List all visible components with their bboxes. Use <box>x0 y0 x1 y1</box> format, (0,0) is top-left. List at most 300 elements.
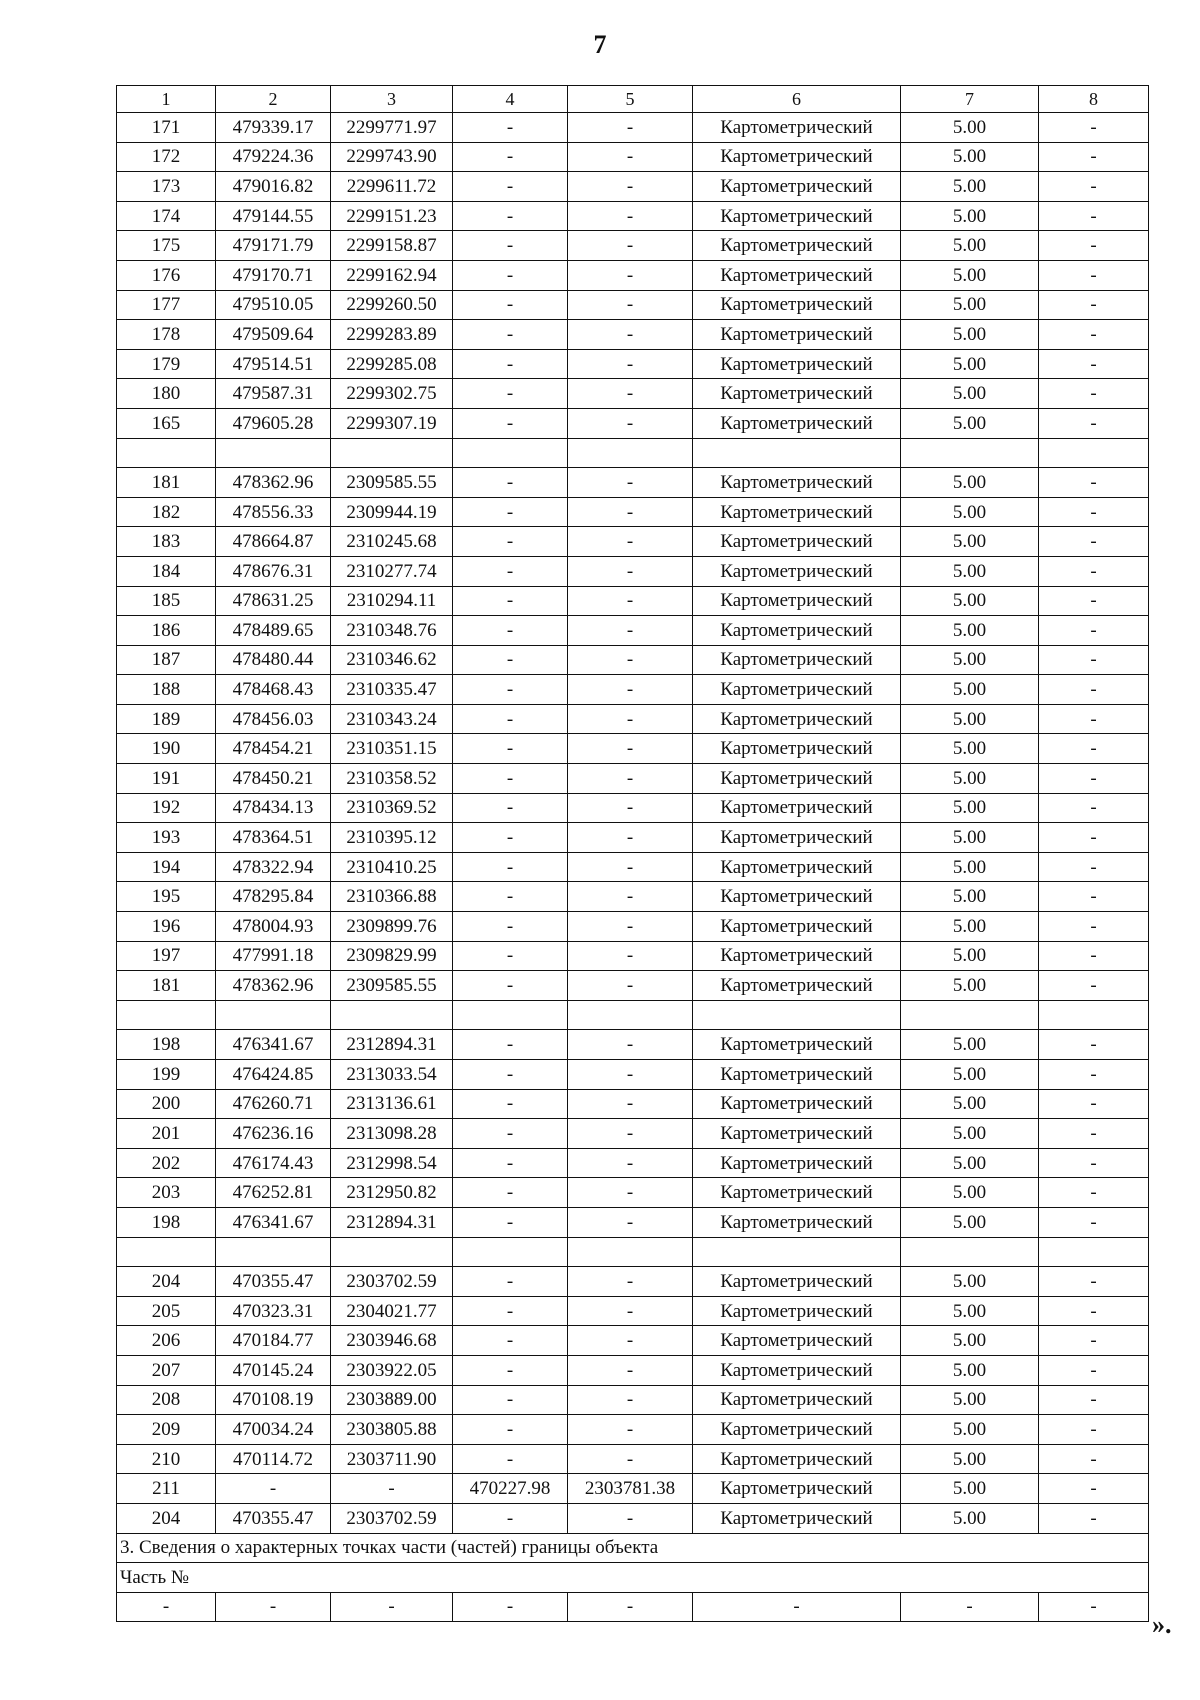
table-cell: - <box>568 231 693 261</box>
table-cell: 2310410.25 <box>331 852 453 882</box>
table-cell: Картометрический <box>693 1178 901 1208</box>
table-cell: Картометрический <box>693 201 901 231</box>
table-cell: - <box>1039 645 1149 675</box>
table-cell <box>568 1237 693 1267</box>
table-cell: Картометрический <box>693 882 901 912</box>
table-cell: 186 <box>117 616 216 646</box>
table-cell: 470184.77 <box>216 1326 331 1356</box>
table-row <box>117 201 1149 231</box>
table-row <box>117 1237 1149 1267</box>
table-cell: 2313136.61 <box>331 1089 453 1119</box>
table-cell <box>453 1000 568 1030</box>
table-cell: 174 <box>117 201 216 231</box>
table-cell: - <box>568 1178 693 1208</box>
table-cell: - <box>1039 616 1149 646</box>
table-cell: - <box>117 1592 216 1622</box>
table-cell: 196 <box>117 912 216 942</box>
table-cell: - <box>568 349 693 379</box>
table-cell: - <box>1039 764 1149 794</box>
table-cell: 2299302.75 <box>331 379 453 409</box>
table-cell: 180 <box>117 379 216 409</box>
table-cell: 204 <box>117 1267 216 1297</box>
table-cell: 2310335.47 <box>331 675 453 705</box>
table-cell: 199 <box>117 1060 216 1090</box>
table-cell: - <box>453 793 568 823</box>
table-cell: Картометрический <box>693 1474 901 1504</box>
table-row <box>117 320 1149 350</box>
table-cell: 5.00 <box>901 1207 1039 1237</box>
table-cell: - <box>453 764 568 794</box>
table-cell <box>693 438 901 468</box>
table-cell: - <box>693 1592 901 1622</box>
table-cell: - <box>1039 201 1149 231</box>
table-cell: 5.00 <box>901 497 1039 527</box>
table-cell: - <box>453 1119 568 1149</box>
table-cell: - <box>453 1296 568 1326</box>
table-row <box>117 1030 1149 1060</box>
table-cell: 2299743.90 <box>331 142 453 172</box>
table-cell <box>216 438 331 468</box>
table-cell: 5.00 <box>901 941 1039 971</box>
table-cell: - <box>568 1592 693 1622</box>
table-cell <box>453 438 568 468</box>
table-cell: 185 <box>117 586 216 616</box>
table-cell: - <box>453 971 568 1001</box>
table-cell: - <box>331 1592 453 1622</box>
table-cell: - <box>568 1355 693 1385</box>
table-cell: - <box>1039 1030 1149 1060</box>
table-cell: 183 <box>117 527 216 557</box>
table-cell: 2303922.05 <box>331 1355 453 1385</box>
table-cell: 479144.55 <box>216 201 331 231</box>
table-cell: 188 <box>117 675 216 705</box>
table-cell: - <box>453 231 568 261</box>
table-cell: 5.00 <box>901 1474 1039 1504</box>
table-cell: - <box>568 1326 693 1356</box>
table-cell: Картометрический <box>693 1296 901 1326</box>
table-row <box>117 616 1149 646</box>
table-cell: - <box>568 704 693 734</box>
table-cell: Картометрический <box>693 1119 901 1149</box>
table-cell: 2304021.77 <box>331 1296 453 1326</box>
table-cell: 2310366.88 <box>331 882 453 912</box>
table-cell: - <box>453 1385 568 1415</box>
table-cell: - <box>568 1296 693 1326</box>
table-cell: - <box>568 823 693 853</box>
table-cell: 2299260.50 <box>331 290 453 320</box>
table-cell: - <box>1039 1267 1149 1297</box>
table-cell: - <box>1039 912 1149 942</box>
table-row <box>117 1148 1149 1178</box>
table-cell: - <box>453 172 568 202</box>
table-cell: - <box>453 1178 568 1208</box>
table-cell: - <box>568 734 693 764</box>
table-cell: - <box>1039 1474 1149 1504</box>
table-cell: 181 <box>117 971 216 1001</box>
table-cell: Картометрический <box>693 586 901 616</box>
table-cell: - <box>1039 172 1149 202</box>
table-cell: 5.00 <box>901 793 1039 823</box>
table-row <box>117 527 1149 557</box>
table-cell: 5.00 <box>901 142 1039 172</box>
table-cell: Картометрический <box>693 971 901 1001</box>
table-cell: - <box>568 852 693 882</box>
table-cell: - <box>1039 527 1149 557</box>
table-cell: 2303946.68 <box>331 1326 453 1356</box>
table-cell: 171 <box>117 113 216 143</box>
table-cell: 5.00 <box>901 734 1039 764</box>
table-cell <box>216 1237 331 1267</box>
table-cell: 197 <box>117 941 216 971</box>
table-cell: - <box>1039 1148 1149 1178</box>
table-cell: 479587.31 <box>216 379 331 409</box>
table-cell: 2303889.00 <box>331 1385 453 1415</box>
table-cell: - <box>1039 793 1149 823</box>
table-row <box>117 793 1149 823</box>
table-cell: 476341.67 <box>216 1030 331 1060</box>
table-cell: 476260.71 <box>216 1089 331 1119</box>
table-cell: 177 <box>117 290 216 320</box>
table-cell: 5.00 <box>901 1503 1039 1533</box>
table-cell: 5.00 <box>901 586 1039 616</box>
table-cell: - <box>453 1355 568 1385</box>
table-row <box>117 1000 1149 1030</box>
table-cell: 8 <box>1039 86 1149 113</box>
table-cell: 5.00 <box>901 645 1039 675</box>
table-cell: - <box>453 1267 568 1297</box>
table-cell: 2309944.19 <box>331 497 453 527</box>
table-cell: 5.00 <box>901 408 1039 438</box>
table-cell: - <box>1039 497 1149 527</box>
table-cell: Картометрический <box>693 1355 901 1385</box>
table-cell: 2310395.12 <box>331 823 453 853</box>
table-cell: - <box>216 1474 331 1504</box>
table-cell: 478480.44 <box>216 645 331 675</box>
table-row <box>117 1355 1149 1385</box>
table-cell: 5.00 <box>901 556 1039 586</box>
table-cell: Картометрический <box>693 1030 901 1060</box>
table-cell: 165 <box>117 408 216 438</box>
table-cell: 5.00 <box>901 113 1039 143</box>
table-cell: - <box>568 201 693 231</box>
footer-row <box>117 1592 1149 1622</box>
table-cell: - <box>1039 1207 1149 1237</box>
table-cell <box>693 1237 901 1267</box>
table-cell: 479514.51 <box>216 349 331 379</box>
table-row <box>117 113 1149 143</box>
table-cell <box>1039 1237 1149 1267</box>
table-cell: - <box>453 1503 568 1533</box>
table-cell: - <box>568 1089 693 1119</box>
table-row <box>117 1296 1149 1326</box>
table-cell: 2310351.15 <box>331 734 453 764</box>
table-cell: 193 <box>117 823 216 853</box>
table-cell <box>331 438 453 468</box>
table-cell: 2312894.31 <box>331 1207 453 1237</box>
table-cell: 2310358.52 <box>331 764 453 794</box>
table-cell: 5.00 <box>901 1385 1039 1415</box>
table-cell: - <box>568 645 693 675</box>
table-row <box>117 1178 1149 1208</box>
table-row <box>117 882 1149 912</box>
table-cell: - <box>1039 1060 1149 1090</box>
table-cell: Картометрический <box>693 408 901 438</box>
table-cell: 478362.96 <box>216 971 331 1001</box>
table-cell: - <box>1039 882 1149 912</box>
table-cell: 470114.72 <box>216 1444 331 1474</box>
table-cell: - <box>453 201 568 231</box>
table-cell: 478364.51 <box>216 823 331 853</box>
table-row <box>117 1326 1149 1356</box>
table-row <box>117 764 1149 794</box>
table-cell: - <box>453 1326 568 1356</box>
table-cell: Картометрический <box>693 1060 901 1090</box>
table-row <box>117 1267 1149 1297</box>
table-cell <box>1039 1000 1149 1030</box>
table-cell: 478468.43 <box>216 675 331 705</box>
table-row <box>117 408 1149 438</box>
table-cell: 187 <box>117 645 216 675</box>
table-cell: - <box>453 290 568 320</box>
table-cell: 2299307.19 <box>331 408 453 438</box>
table-row <box>117 468 1149 498</box>
table-cell: - <box>568 1119 693 1149</box>
table-cell: 479224.36 <box>216 142 331 172</box>
table-cell: 478362.96 <box>216 468 331 498</box>
table-cell: - <box>1039 1385 1149 1415</box>
table-cell: - <box>1039 941 1149 971</box>
table-cell: 178 <box>117 320 216 350</box>
table-row <box>117 1415 1149 1445</box>
table-cell: 194 <box>117 852 216 882</box>
table-cell: - <box>568 142 693 172</box>
table-cell: - <box>568 1415 693 1445</box>
table-row <box>117 675 1149 705</box>
table-row <box>117 1503 1149 1533</box>
table-cell: 478434.13 <box>216 793 331 823</box>
table-cell: Картометрический <box>693 231 901 261</box>
table-cell: 2303702.59 <box>331 1267 453 1297</box>
table-cell: - <box>568 882 693 912</box>
table-cell: Картометрический <box>693 527 901 557</box>
table-cell: - <box>453 1148 568 1178</box>
table-row <box>117 823 1149 853</box>
table-cell: - <box>1039 1089 1149 1119</box>
table-cell: Картометрический <box>693 764 901 794</box>
table-cell: 5.00 <box>901 852 1039 882</box>
table-cell: Картометрический <box>693 1089 901 1119</box>
table-cell: 478664.87 <box>216 527 331 557</box>
table-cell: 198 <box>117 1207 216 1237</box>
table-cell: - <box>901 1592 1039 1622</box>
table-cell: 478631.25 <box>216 586 331 616</box>
table-cell: 478004.93 <box>216 912 331 942</box>
table-cell: - <box>568 527 693 557</box>
table-cell: 2309899.76 <box>331 912 453 942</box>
table-cell: 172 <box>117 142 216 172</box>
table-cell: 479509.64 <box>216 320 331 350</box>
table-cell: - <box>453 645 568 675</box>
table-cell: 5.00 <box>901 1119 1039 1149</box>
table-cell: - <box>568 912 693 942</box>
table-cell: 5.00 <box>901 231 1039 261</box>
table-cell: - <box>1039 1415 1149 1445</box>
table-cell: - <box>453 823 568 853</box>
table-cell: - <box>216 1592 331 1622</box>
table-row <box>117 912 1149 942</box>
table-cell: - <box>568 1060 693 1090</box>
table-cell: 5.00 <box>901 1178 1039 1208</box>
table-cell: 5.00 <box>901 1267 1039 1297</box>
table-cell: Картометрический <box>693 260 901 290</box>
table-cell: Картометрический <box>693 1385 901 1415</box>
table-cell: - <box>453 1207 568 1237</box>
table-cell: 3 <box>331 86 453 113</box>
table-header-row <box>117 86 1149 113</box>
table-cell: 1 <box>117 86 216 113</box>
table-cell: 5.00 <box>901 320 1039 350</box>
table-cell: 5.00 <box>901 1444 1039 1474</box>
table-cell: 5.00 <box>901 1030 1039 1060</box>
table-cell: 2310245.68 <box>331 527 453 557</box>
table-cell: 2299285.08 <box>331 349 453 379</box>
table-cell: - <box>568 1385 693 1415</box>
table-cell <box>216 1000 331 1030</box>
table-cell: 189 <box>117 704 216 734</box>
table-cell: - <box>1039 704 1149 734</box>
table-cell: 205 <box>117 1296 216 1326</box>
section-title-row <box>117 1533 1149 1563</box>
table-cell: 5.00 <box>901 349 1039 379</box>
table-cell: 2312950.82 <box>331 1178 453 1208</box>
table-cell: 191 <box>117 764 216 794</box>
table-row <box>117 1444 1149 1474</box>
table-cell: 5.00 <box>901 1089 1039 1119</box>
table-cell: 2310346.62 <box>331 645 453 675</box>
table-cell: - <box>1039 290 1149 320</box>
table-cell: 470323.31 <box>216 1296 331 1326</box>
table-cell: - <box>453 1060 568 1090</box>
table-cell: - <box>568 1503 693 1533</box>
table-cell: Картометрический <box>693 734 901 764</box>
table-cell: Картометрический <box>693 645 901 675</box>
table-cell: - <box>1039 320 1149 350</box>
table-cell: Картометрический <box>693 616 901 646</box>
table-cell: 173 <box>117 172 216 202</box>
table-cell: - <box>453 1592 568 1622</box>
table-cell: - <box>1039 1444 1149 1474</box>
table-cell: - <box>1039 379 1149 409</box>
table-cell: 2299771.97 <box>331 113 453 143</box>
table-cell: 209 <box>117 1415 216 1445</box>
table-cell: 5.00 <box>901 971 1039 1001</box>
table-cell: 2299151.23 <box>331 201 453 231</box>
table-cell: 5.00 <box>901 1296 1039 1326</box>
table-cell: 2310294.11 <box>331 586 453 616</box>
table-cell: Картометрический <box>693 1207 901 1237</box>
table-cell: - <box>568 320 693 350</box>
table-cell: - <box>453 113 568 143</box>
table-cell <box>901 1237 1039 1267</box>
table-cell: 5.00 <box>901 675 1039 705</box>
table-cell: - <box>568 1148 693 1178</box>
table-cell: - <box>453 586 568 616</box>
table-cell: 478450.21 <box>216 764 331 794</box>
table-cell: - <box>1039 852 1149 882</box>
table-cell: 5.00 <box>901 764 1039 794</box>
table-cell: - <box>1039 823 1149 853</box>
table-cell: 2299162.94 <box>331 260 453 290</box>
table-cell: - <box>1039 1503 1149 1533</box>
table-cell: - <box>453 379 568 409</box>
table-cell: Картометрический <box>693 852 901 882</box>
table-cell: 207 <box>117 1355 216 1385</box>
table-cell: 2 <box>216 86 331 113</box>
table-cell: 5.00 <box>901 379 1039 409</box>
table-cell: 5.00 <box>901 468 1039 498</box>
table-cell: 5.00 <box>901 912 1039 942</box>
table-cell: 5.00 <box>901 1060 1039 1090</box>
table-row <box>117 734 1149 764</box>
table-body <box>117 86 1149 1622</box>
table-cell: Картометрический <box>693 941 901 971</box>
table-row <box>117 290 1149 320</box>
closing-quote-mark: ». <box>1152 1610 1172 1639</box>
table-cell: 5.00 <box>901 1355 1039 1385</box>
table-cell: - <box>453 260 568 290</box>
table-cell: - <box>1039 556 1149 586</box>
table-cell <box>117 438 216 468</box>
table-cell: - <box>1039 1355 1149 1385</box>
table-cell: 479016.82 <box>216 172 331 202</box>
table-cell: - <box>453 1415 568 1445</box>
table-cell: - <box>453 704 568 734</box>
table-cell: 5.00 <box>901 1326 1039 1356</box>
table-cell: - <box>1039 113 1149 143</box>
table-cell: 208 <box>117 1385 216 1415</box>
table-cell: 5 <box>568 86 693 113</box>
table-cell: - <box>453 349 568 379</box>
table-cell <box>568 438 693 468</box>
table-cell: 4 <box>453 86 568 113</box>
table-cell: 5.00 <box>901 882 1039 912</box>
table-cell: - <box>568 290 693 320</box>
table-cell: - <box>568 1030 693 1060</box>
table-cell: 479339.17 <box>216 113 331 143</box>
table-cell: 478676.31 <box>216 556 331 586</box>
table-cell: 5.00 <box>901 1415 1039 1445</box>
table-cell: - <box>1039 1119 1149 1149</box>
table-cell: Картометрический <box>693 556 901 586</box>
table-cell: 2310348.76 <box>331 616 453 646</box>
table-cell: - <box>568 172 693 202</box>
table-cell: 202 <box>117 1148 216 1178</box>
table-cell <box>568 1000 693 1030</box>
table-cell: Картометрический <box>693 1415 901 1445</box>
table-row <box>117 1474 1149 1504</box>
table-cell: - <box>1039 468 1149 498</box>
table-cell: 479510.05 <box>216 290 331 320</box>
table-cell: 476174.43 <box>216 1148 331 1178</box>
table-cell: - <box>331 1474 453 1504</box>
table-cell: - <box>453 882 568 912</box>
table-cell: 478556.33 <box>216 497 331 527</box>
table-cell: - <box>1039 586 1149 616</box>
table-cell: 2303711.90 <box>331 1444 453 1474</box>
table-cell: - <box>568 1444 693 1474</box>
table-cell: - <box>568 675 693 705</box>
table-cell: Картометрический <box>693 113 901 143</box>
